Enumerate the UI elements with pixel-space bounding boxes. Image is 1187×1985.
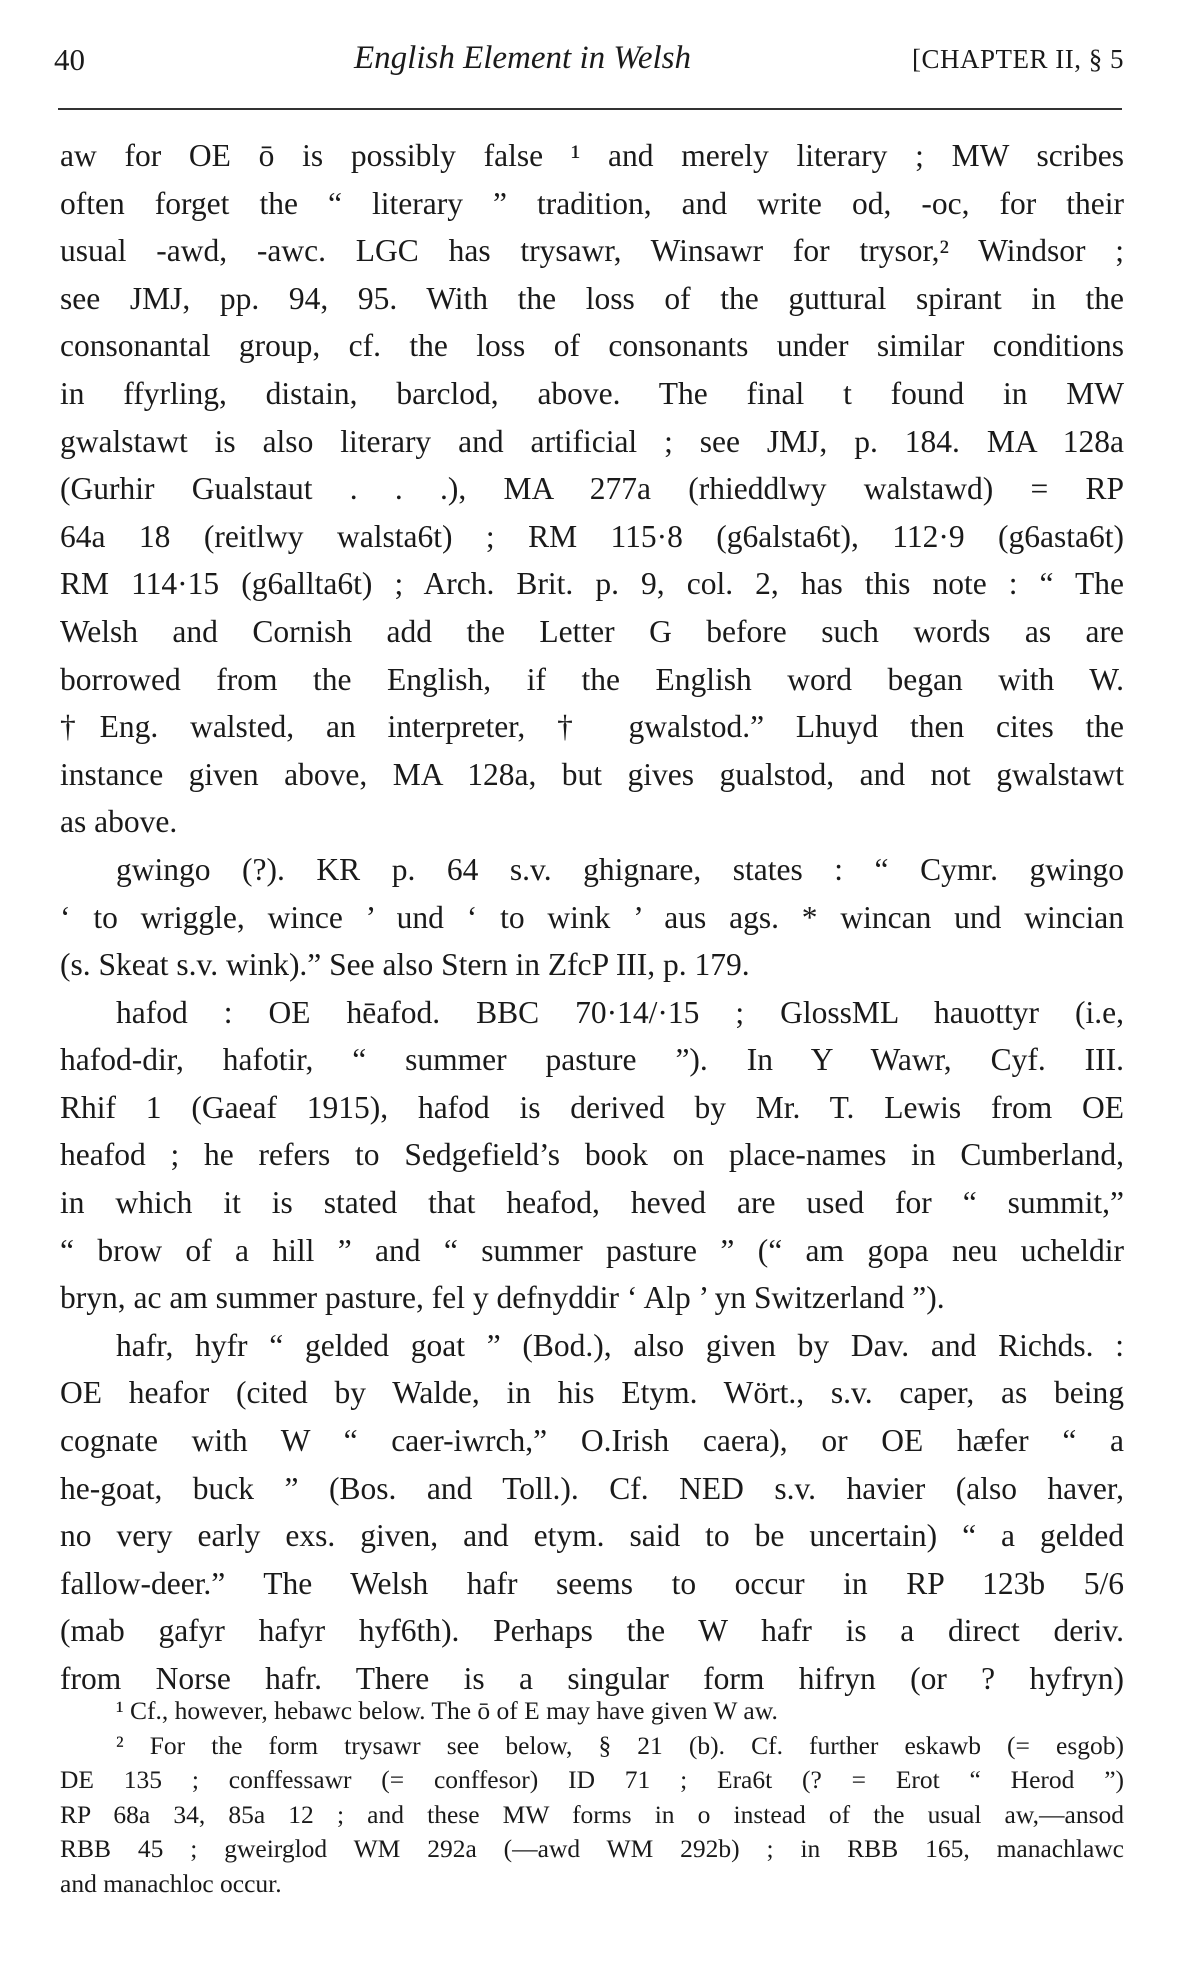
text-line: usual -awd, -awc. LGC has trysawr, Winsawr for trysor,² Windsor ; (60, 233, 1124, 269)
text-line: from Norse hafr. There is a singular form hifryn (or ? hyfryn) (60, 1661, 1124, 1696)
text-line: RM 114·15 (g6allta6t) ; Arch. Brit. p. 9, col. 2, has this note : “ The (60, 566, 1124, 602)
running-title: English Element in Welsh (354, 40, 691, 76)
footnotes (60, 1694, 1124, 1901)
text-line: gwalstawt is also literary and artificial ; see JMJ, p. 184. MA 128a (60, 423, 1124, 459)
text-line: bryn, ac am summer pasture, fel y defnyddir ‘ Alp ’ yn Switzerland ”). (60, 1280, 945, 1316)
text-line: heafod ; he refers to Sedgefield’s book on place-names in Cumberland, (60, 1137, 1124, 1173)
text-line: 64a 18 (reitlwy walsta6t) ; RM 115·8 (g6alsta6t), 112·9 (g6asta6t) (60, 518, 1124, 554)
text-line: borrowed from the English, if the English word began with W. (60, 661, 1124, 697)
text-line: cognate with W “ caer-iwrch,” O.Irish caera), or OE hæfer “ a (60, 1423, 1124, 1459)
text-line: “ brow of a hill ” and “ summer pasture ” (“ am gopa neu ucheldir (60, 1232, 1124, 1268)
text-line: instance given above, MA 128a, but gives gualstod, and not gwalstawt (60, 756, 1124, 792)
body-text (60, 132, 1124, 1703)
text-line: (mab gafyr hafyr hyf6th). Perhaps the W hafr is a direct deriv. (60, 1613, 1124, 1649)
footnote-line: DE 135 ; conffessawr (= conffesor) ID 71 ; Era6t (? = Erot “ Herod ”) (60, 1765, 1124, 1794)
text-line: in which it is stated that heafod, heved are used for “ summit,” (60, 1185, 1124, 1221)
text-line: hafr, hyfr “ gelded goat ” (Bod.), also given by Dav. and Richds. : (116, 1327, 1124, 1363)
text-line: ‘ to wriggle, wince ’ und ‘ to wink ’ aus ags. * wincan und wincian (60, 899, 1124, 935)
text-line: hafod : OE hēafod. BBC 70·14/·15 ; GlossML hauottyr (i.e, (116, 994, 1124, 1030)
text-line: aw for OE ō is possibly false ¹ and merely literary ; MW scribes (60, 138, 1124, 173)
text-line: Rhif 1 (Gaeaf 1915), hafod is derived by Mr. T. Lewis from OE (60, 1089, 1124, 1125)
text-line: consonantal group, cf. the loss of consonants under similar conditions (60, 328, 1124, 364)
text-line: he-goat, buck ” (Bos. and Toll.). Cf. NED s.v. havier (also haver, (60, 1470, 1124, 1506)
text-line: hafod-dir, hafotir, “ summer pasture ”). In Y Wawr, Cyf. III. (60, 1042, 1124, 1078)
text-line: in ffyrling, distain, barclod, above. The final t found in MW (60, 375, 1124, 411)
text-line: as above. (60, 804, 178, 840)
text-line: (Gurhir Gualstaut . . .), MA 277a (rhieddlwy walstawd) = RP (60, 471, 1124, 507)
text-line: Welsh and Cornish add the Letter G before such words as are (60, 613, 1124, 649)
text-line: (s. Skeat s.v. wink).” See also Stern in ZfcP III, p. 179. (60, 947, 750, 983)
text-line: often forget the “ literary ” tradition, and write od, -oc, for their (60, 185, 1124, 221)
footnote-line: and manachloc occur. (60, 1868, 282, 1898)
footnote-1: ¹ Cf., however, hebawc below. The ō of E may have given W aw. (116, 1696, 778, 1725)
text-line: no very early exs. given, and etym. said to be uncertain) “ a gelded (60, 1518, 1124, 1554)
text-line: fallow-deer.” The Welsh hafr seems to occur in RP 123b 5/6 (60, 1565, 1124, 1601)
text-line: gwingo (?). KR p. 64 s.v. ghignare, states : “ Cymr. gwingo (116, 851, 1124, 887)
running-head (54, 42, 1124, 92)
text-line: see JMJ, pp. 94, 95. With the loss of the guttural spirant in the (60, 280, 1124, 316)
chapter-reference: [CHAPTER II, § 5 (912, 44, 1124, 74)
text-line: OE heafor (cited by Walde, in his Etym. Wört., s.v. caper, as being (60, 1375, 1124, 1411)
footnote-line: RBB 45 ; gweirglod WM 292a (—awd WM 292b) ; in RBB 165, manachlawc (60, 1834, 1124, 1863)
text-line: †Eng. walsted, an interpreter, † gwalstod.” Lhuyd then cites the (60, 709, 1124, 745)
page-number: 40 (54, 42, 85, 77)
footnote-2: ² For the form trysawr see below, § 21 (b). Cf. further eskawb (= esgob) (116, 1730, 1124, 1760)
header-rule (58, 108, 1122, 110)
footnote-line: RP 68a 34, 85a 12 ; and these MW forms in o instead of the usual aw,—ansod (60, 1799, 1124, 1829)
